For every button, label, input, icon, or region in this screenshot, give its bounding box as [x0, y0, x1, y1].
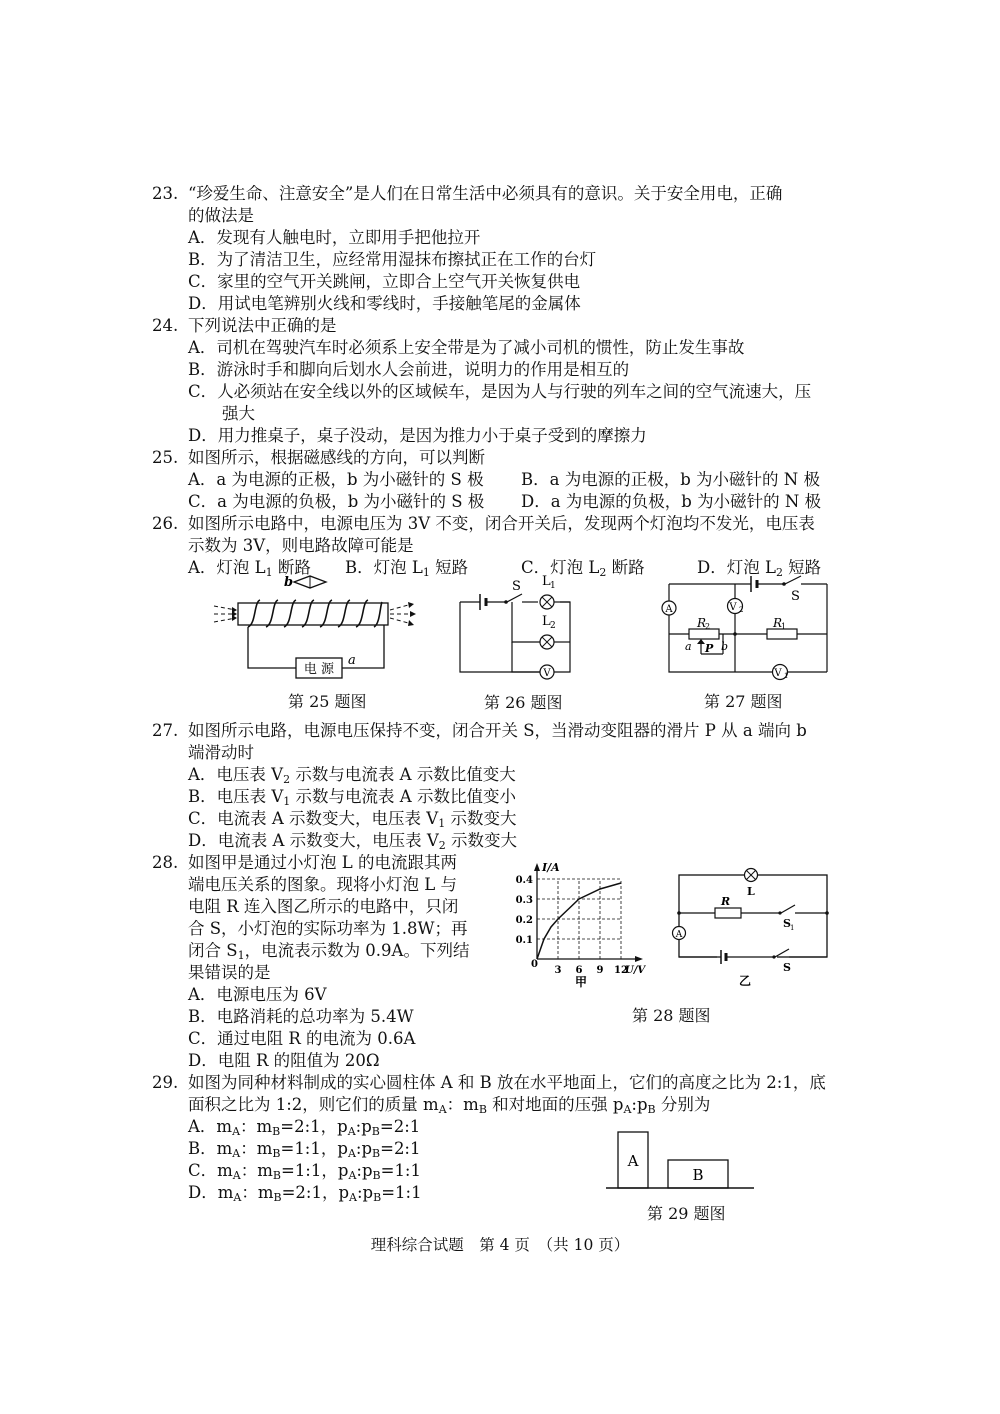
fig28-switch-s	[775, 949, 789, 957]
q28-stem-line2: 端电压关系的图象。现将小灯泡 L 与	[188, 875, 457, 894]
svg-text:2: 2	[739, 606, 744, 614]
q26-number: 26.	[152, 514, 179, 533]
q25-option-c: C．a 为电源的负极，b 为小磁针的 S 极	[188, 492, 485, 511]
x-tick-label: 3	[554, 965, 562, 976]
q28-stem-line6: 果错误的是	[188, 963, 271, 982]
q25-number: 25.	[152, 448, 179, 467]
q23-option-c: C．家里的空气开关跳闸，立即合上空气开关恢复供电	[188, 272, 581, 291]
q27-number: 27.	[152, 721, 179, 740]
fig25-solenoid-diagram	[210, 572, 420, 687]
q25-option-b: B．a 为电源的正极，b 为小磁针的 N 极	[521, 470, 820, 489]
q26-stem-line1: 如图所示电路中，电源电压为 3V 不变，闭合开关后，发现两个灯泡均不发光，电压表	[188, 514, 815, 533]
fig28-label-yi: 乙	[739, 974, 752, 988]
svg-text:L: L	[747, 885, 755, 898]
fig27-caption: 第 27 题图	[704, 692, 783, 711]
q26-option-d: D．灯泡 $L_2$ 短路	[697, 558, 822, 579]
q24-option-d: D．用力推桌子，桌子没动，是因为推力小于桌子受到的摩擦力	[188, 426, 647, 445]
svg-text:S: S	[783, 961, 791, 974]
svg-text:S: S	[512, 579, 521, 594]
svg-text:a: a	[685, 640, 692, 653]
svg-text:A: A	[675, 930, 683, 940]
q23-stem-line1: “珍爱生命、注意安全”是人们在日常生活中必须具有的意识。关于安全用电，正确	[188, 184, 783, 203]
fig26-switch	[507, 594, 522, 602]
svg-text:1: 1	[790, 924, 795, 932]
svg-text:L: L	[542, 574, 551, 589]
svg-text:S: S	[783, 917, 791, 930]
q27-option-a: A．电压表 $V_2$ 示数与电流表 A 示数比值变大	[188, 765, 516, 786]
q23-option-b: B．为了清洁卫生，应经常用湿抹布擦拭正在工作的台灯	[188, 250, 597, 269]
q26-option-c: C．灯泡 $L_2$ 断路	[521, 558, 645, 579]
fig27-voltmeter-v1	[773, 665, 789, 681]
q28-option-b: B．电路消耗的总功率为 5.4W	[188, 1007, 414, 1026]
q24-stem: 下列说法中正确的是	[188, 316, 337, 335]
fig25-label-b: b	[284, 575, 294, 590]
q28-stem-line4: 合 S，小灯泡的实际功率为 1.8W；再	[188, 919, 468, 938]
q28-option-c: C．通过电阻 R 的电流为 0.6A	[188, 1029, 416, 1048]
fig27-circuit-diagram	[655, 572, 845, 687]
q29-stem-line1: 如图为同种材料制成的实心圆柱体 A 和 B 放在水平地面上，它们的高度之比为 2:1，底	[188, 1073, 826, 1092]
svg-text:V: V	[729, 602, 737, 613]
svg-text:R: R	[697, 616, 707, 630]
svg-text:R: R	[721, 895, 731, 908]
svg-text:A: A	[627, 1152, 639, 1170]
fig28-xlabel: U/V	[625, 965, 646, 976]
fig26-lamp-l2	[540, 635, 554, 649]
svg-text:1: 1	[550, 581, 556, 591]
svg-text:2: 2	[550, 621, 556, 631]
fig28-ylabel: I/A	[542, 861, 560, 874]
fig25-label-a: a	[348, 653, 356, 668]
x-tick-label: 6	[575, 965, 583, 976]
q27-stem-line1: 如图所示电路，电源电压保持不变，闭合开关 S，当滑动变阻器的滑片 P 从 a 端向 b	[188, 721, 807, 740]
q27-option-d: D．电流表 A 示数变大，电压表 $V_2$ 示数变大	[188, 831, 518, 852]
q25-stem: 如图所示，根据磁感线的方向，可以判断	[188, 448, 485, 467]
q28-option-d: D．电阻 R 的阻值为 20Ω	[188, 1051, 380, 1070]
q26-option-b: B．灯泡 $L_1$ 短路	[345, 558, 469, 579]
x-tick-label: 12	[614, 965, 628, 976]
fig28-circuit-diagram	[665, 857, 835, 989]
q23-option-a: A．发现有人触电时，立即用手把他拉开	[188, 228, 481, 247]
fig26-circuit-diagram	[450, 572, 590, 687]
svg-text:1: 1	[781, 622, 787, 631]
fig27-rheostat-r2	[689, 629, 719, 639]
fig26-caption: 第 26 题图	[484, 693, 563, 712]
x-tick-label: 9	[596, 965, 604, 976]
svg-text:V: V	[774, 668, 782, 679]
q29-option-c: C．$m_A$：$m_B=1:1$，$p_A:p_B=1:1$	[188, 1161, 421, 1182]
svg-text:R: R	[773, 616, 783, 630]
q27-stem-line2: 端滑动时	[188, 743, 254, 762]
q29-option-d: D．$m_A$：$m_B=2:1$，$p_A:p_B=1:1$	[188, 1183, 422, 1204]
fig28-grid	[537, 879, 621, 959]
q24-option-b: B．游泳时手和脚向后划水人会前进，说明力的作用是相互的	[188, 360, 630, 379]
fig27-ammeter	[662, 601, 676, 615]
q28-stem-line3: 电阻 R 连入图乙所示的电路中，只闭	[188, 897, 459, 916]
fig28-iu-graph	[505, 857, 655, 989]
q29-option-b: B．$m_A$：$m_B=1:1$，$p_A:p_B=2:1$	[188, 1139, 421, 1160]
fig26-voltmeter	[540, 665, 554, 679]
svg-text:B: B	[692, 1166, 704, 1184]
fig28-lamp-l	[745, 869, 758, 882]
q23-number: 23.	[152, 184, 179, 203]
q28-option-a: A．电源电压为 6V	[188, 985, 327, 1004]
svg-text:1: 1	[784, 672, 789, 680]
fig26-lamp-l1	[540, 595, 554, 609]
fig28-caption: 第 28 题图	[632, 1006, 711, 1025]
y-tick-label: 0.2	[515, 915, 533, 926]
q29-stem-line2: 面积之比为 1:2，则它们的质量 $m_A$：$m_B$ 和对地面的压强 $p_A:p_B$ 分别为	[188, 1095, 711, 1116]
page-footer: 理科综合试题 第 4 页 （共 10 页）	[370, 1236, 630, 1254]
svg-text:P: P	[705, 642, 714, 655]
svg-text:b: b	[721, 640, 729, 653]
y-tick-label: 0.1	[515, 935, 533, 946]
q25-option-d: D．a 为电源的负极，b 为小磁针的 N 极	[521, 492, 822, 511]
q23-option-d: D．用试电笔辨别火线和零线时，手接触笔尾的金属体	[188, 294, 581, 313]
q29-option-a: A．$m_A$：$m_B=2:1$，$p_A:p_B=2:1$	[188, 1117, 421, 1138]
q27-option-b: B．电压表 $V_1$ 示数与电流表 A 示数比值变小	[188, 787, 516, 808]
fig28-ammeter	[673, 927, 686, 941]
y-tick-label: 0.4	[515, 875, 533, 886]
q25-option-a: A．a 为电源的正极，b 为小磁针的 S 极	[188, 470, 484, 489]
q24-option-a: A．司机在驾驶汽车时必须系上安全带是为了减小司机的惯性，防止发生事故	[188, 338, 745, 357]
fig25-source-label: 电 源	[303, 662, 335, 677]
fig28-resistor-r	[715, 908, 741, 918]
svg-text:L: L	[542, 614, 551, 629]
fig25-wire	[248, 627, 296, 668]
q27-option-c: C．电流表 A 示数变大，电压表 $V_1$ 示数变大	[188, 809, 517, 830]
svg-text:V: V	[543, 668, 551, 679]
q26-stem-line2: 示数为 3V，则电路故障可能是	[188, 536, 414, 555]
svg-text:S: S	[791, 589, 800, 604]
fig28-label-jia: 甲	[575, 975, 588, 989]
q24-option-c-line1: C．人必须站在安全线以外的区域候车，是因为人与行驶的列车之间的空气流速大，压	[188, 382, 812, 401]
fig25-solenoid-core	[238, 603, 388, 625]
fig29-caption: 第 29 题图	[647, 1204, 726, 1223]
q24-number: 24.	[152, 316, 179, 335]
fig29-cylinders-diagram	[600, 1128, 760, 1194]
svg-text:2: 2	[705, 622, 711, 631]
y-tick-label: 0.3	[515, 895, 533, 906]
fig27-switch	[785, 576, 801, 584]
q28-stem-line1: 如图甲是通过小灯泡 L 的电流跟其两	[188, 853, 457, 872]
fig27-voltmeter-v2	[728, 599, 744, 615]
q23-stem-line2: 的做法是	[188, 206, 254, 225]
svg-text:A: A	[665, 604, 673, 615]
q26-option-a: A．灯泡 $L_1$ 断路	[188, 558, 311, 579]
q28-stem-line5: 闭合 $S_1$，电流表示数为 0.9A。下列结	[188, 941, 470, 962]
fig25-caption: 第 25 题图	[288, 692, 367, 711]
fig28-origin: 0	[531, 959, 538, 970]
q24-option-c-line2: 强大	[222, 404, 255, 423]
q28-number: 28.	[152, 853, 179, 872]
fig28-switch-s1	[781, 905, 795, 913]
q29-number: 29.	[152, 1073, 179, 1092]
